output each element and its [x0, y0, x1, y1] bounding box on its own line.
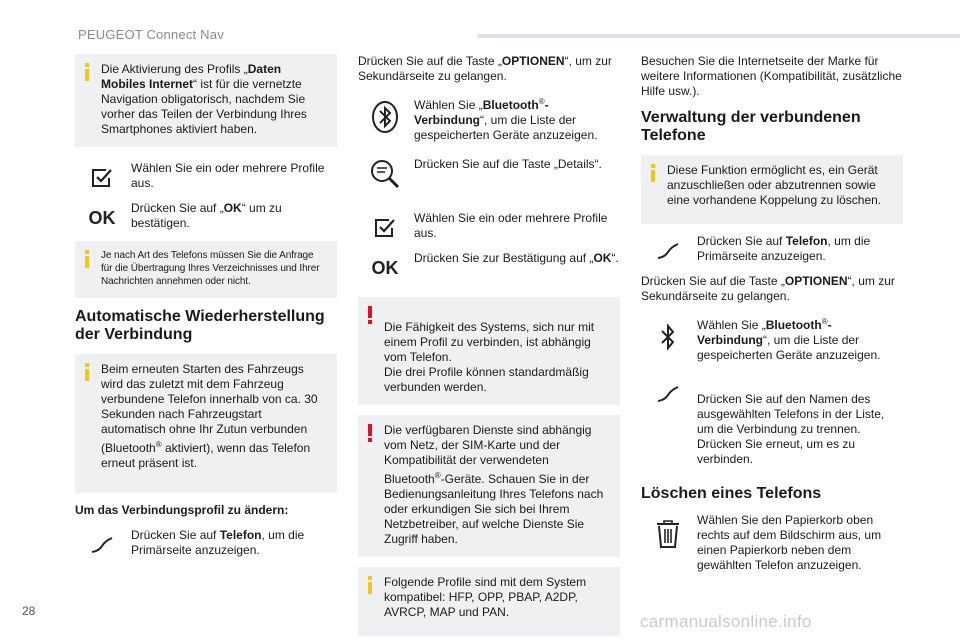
section-heading: Löschen eines Telefons	[641, 485, 822, 502]
step-details: Drücken Sie auf die Taste „Details“.	[358, 157, 620, 201]
warning-marker-icon	[368, 424, 376, 442]
ok-icon: OK	[88, 207, 116, 228]
section-heading: Automatische Wiederherstellung der Verbindung	[75, 308, 325, 343]
info-marker-icon	[85, 250, 93, 268]
info-box: Beim erneuten Starten des Fahrzeugs wird das zuletzt mit dem Fahrzeug verbundene Telefon innerhalb von ca. 30 Sekunden nach Fahrzeugstart automatisch ohne Ihr Zutun verbunden (Bluetooth® aktiviert), wenn das Telefon erneut präsent ist.	[75, 354, 337, 493]
step-select-profiles: Wählen Sie ein oder mehrere Profile aus.	[358, 211, 620, 241]
warning-marker-icon	[368, 306, 376, 324]
watermark: carmanualsonline.info	[640, 612, 812, 631]
info-marker-icon	[85, 63, 93, 81]
bluetooth-icon	[368, 100, 402, 134]
section-heading: Verwaltung der verbundenen Telefone	[641, 109, 861, 144]
info-marker-icon	[368, 576, 376, 594]
paragraph: Drücken Sie auf die Taste „OPTIONEN“, um zur Sekundärseite zu gelangen.	[358, 54, 612, 83]
warning-box: Die Fähigkeit des Systems, sich nur mit einem Profil zu verbinden, ist abhängig vom Telefon. Die drei Profile können standardmäßig verbunden werden.	[358, 297, 620, 405]
running-header: PEUGEOT Connect Nav	[78, 27, 224, 42]
info-marker-icon	[651, 164, 659, 182]
step-press-telefon: Drücken Sie auf Telefon, um die Primärseite anzuzeigen.	[75, 528, 337, 558]
step-press-telefon: Drücken Sie auf Telefon, um die Primärseite anzuzeigen.	[641, 234, 903, 264]
step-bluetooth-connection: Wählen Sie „Bluetooth®-Verbindung“, um die Liste der gespeicherten Geräte anzuzeigen.	[641, 314, 903, 363]
ok-icon: OK	[371, 257, 399, 278]
column-3	[641, 54, 903, 583]
paragraph: Besuchen Sie die Internetseite der Marke für weitere Informationen (Kompatibilität, zusätzliche Hilfe usw.).	[641, 54, 902, 98]
column-2	[358, 54, 620, 640]
info-box: Die Aktivierung des Profils „Daten Mobiles Internet“ ist für die vernetzte Navigation obligatorisch, nachdem Sie vorher das Teilen der Verbindung Ihres Smartphones aktiviert haben.	[75, 54, 337, 147]
step-delete-phone: Wählen Sie den Papierkorb oben rechts auf dem Bildschirm aus, um einen Papierkorb neben dem gewählten Telefon anzuzeigen.	[641, 513, 903, 573]
checkbox-icon	[368, 211, 402, 245]
warning-box: Die verfügbaren Dienste sind abhängig vom Netz, der SIM-Karte und der Kompatibilität der verwendeten Bluetooth®-Geräte. Schauen Sie in der Bedienungsanleitung Ihres Telefons nach oder erkundigen Sie sich bei Ihrem Netzbetreiber, auf welche Dienste Sie Zugriff haben.	[358, 415, 620, 557]
step-confirm-ok: OK Drücken Sie zur Bestätigung auf „OK“.	[358, 251, 620, 281]
step-bluetooth-connection: Wählen Sie „Bluetooth®-Verbindung“, um die Liste der gespeicherten Geräte anzuzeigen.	[358, 94, 620, 143]
info-box: Diese Funktion ermöglicht es, ein Gerät anzuschließen oder abzutrennen sowie eine vorhandene Koppelung zu löschen.	[641, 155, 903, 224]
page-number: 28	[22, 604, 36, 618]
paragraph: Drücken Sie auf die Taste „OPTIONEN“, um zur Sekundärseite zu gelangen.	[641, 274, 895, 303]
tap-gesture-icon	[651, 377, 685, 411]
info-box-note: Je nach Art des Telefons müssen Sie die Anfrage für die Übertragung Ihres Verzeichnisses und Ihrer Nachrichten annehmen oder nicht.	[75, 241, 337, 298]
column-1	[75, 54, 337, 568]
trash-icon	[651, 517, 685, 551]
header-rule	[478, 34, 960, 38]
step-confirm-ok: OK Drücken Sie auf „OK“ um zu bestätigen.	[75, 201, 337, 231]
details-search-icon	[368, 157, 402, 191]
step-disconnect-phone: Drücken Sie auf den Namen des ausgewählten Telefons in der Liste, um die Verbindung zu trennen. Drücken Sie erneut, um es zu verbinden.	[641, 377, 903, 467]
step-select-profiles: Wählen Sie ein oder mehrere Profile aus.	[75, 161, 337, 191]
tap-gesture-icon	[651, 234, 685, 268]
checkbox-icon	[85, 161, 119, 195]
tap-gesture-icon	[85, 528, 119, 562]
info-box: Folgende Profile sind mit dem System kompatibel: HFP, OPP, PBAP, A2DP, AVRCP, MAP und PAN.	[358, 567, 620, 636]
bluetooth-icon	[651, 320, 685, 354]
info-marker-icon	[85, 363, 93, 381]
subheading: Um das Verbindungsprofil zu ändern:	[75, 503, 289, 517]
